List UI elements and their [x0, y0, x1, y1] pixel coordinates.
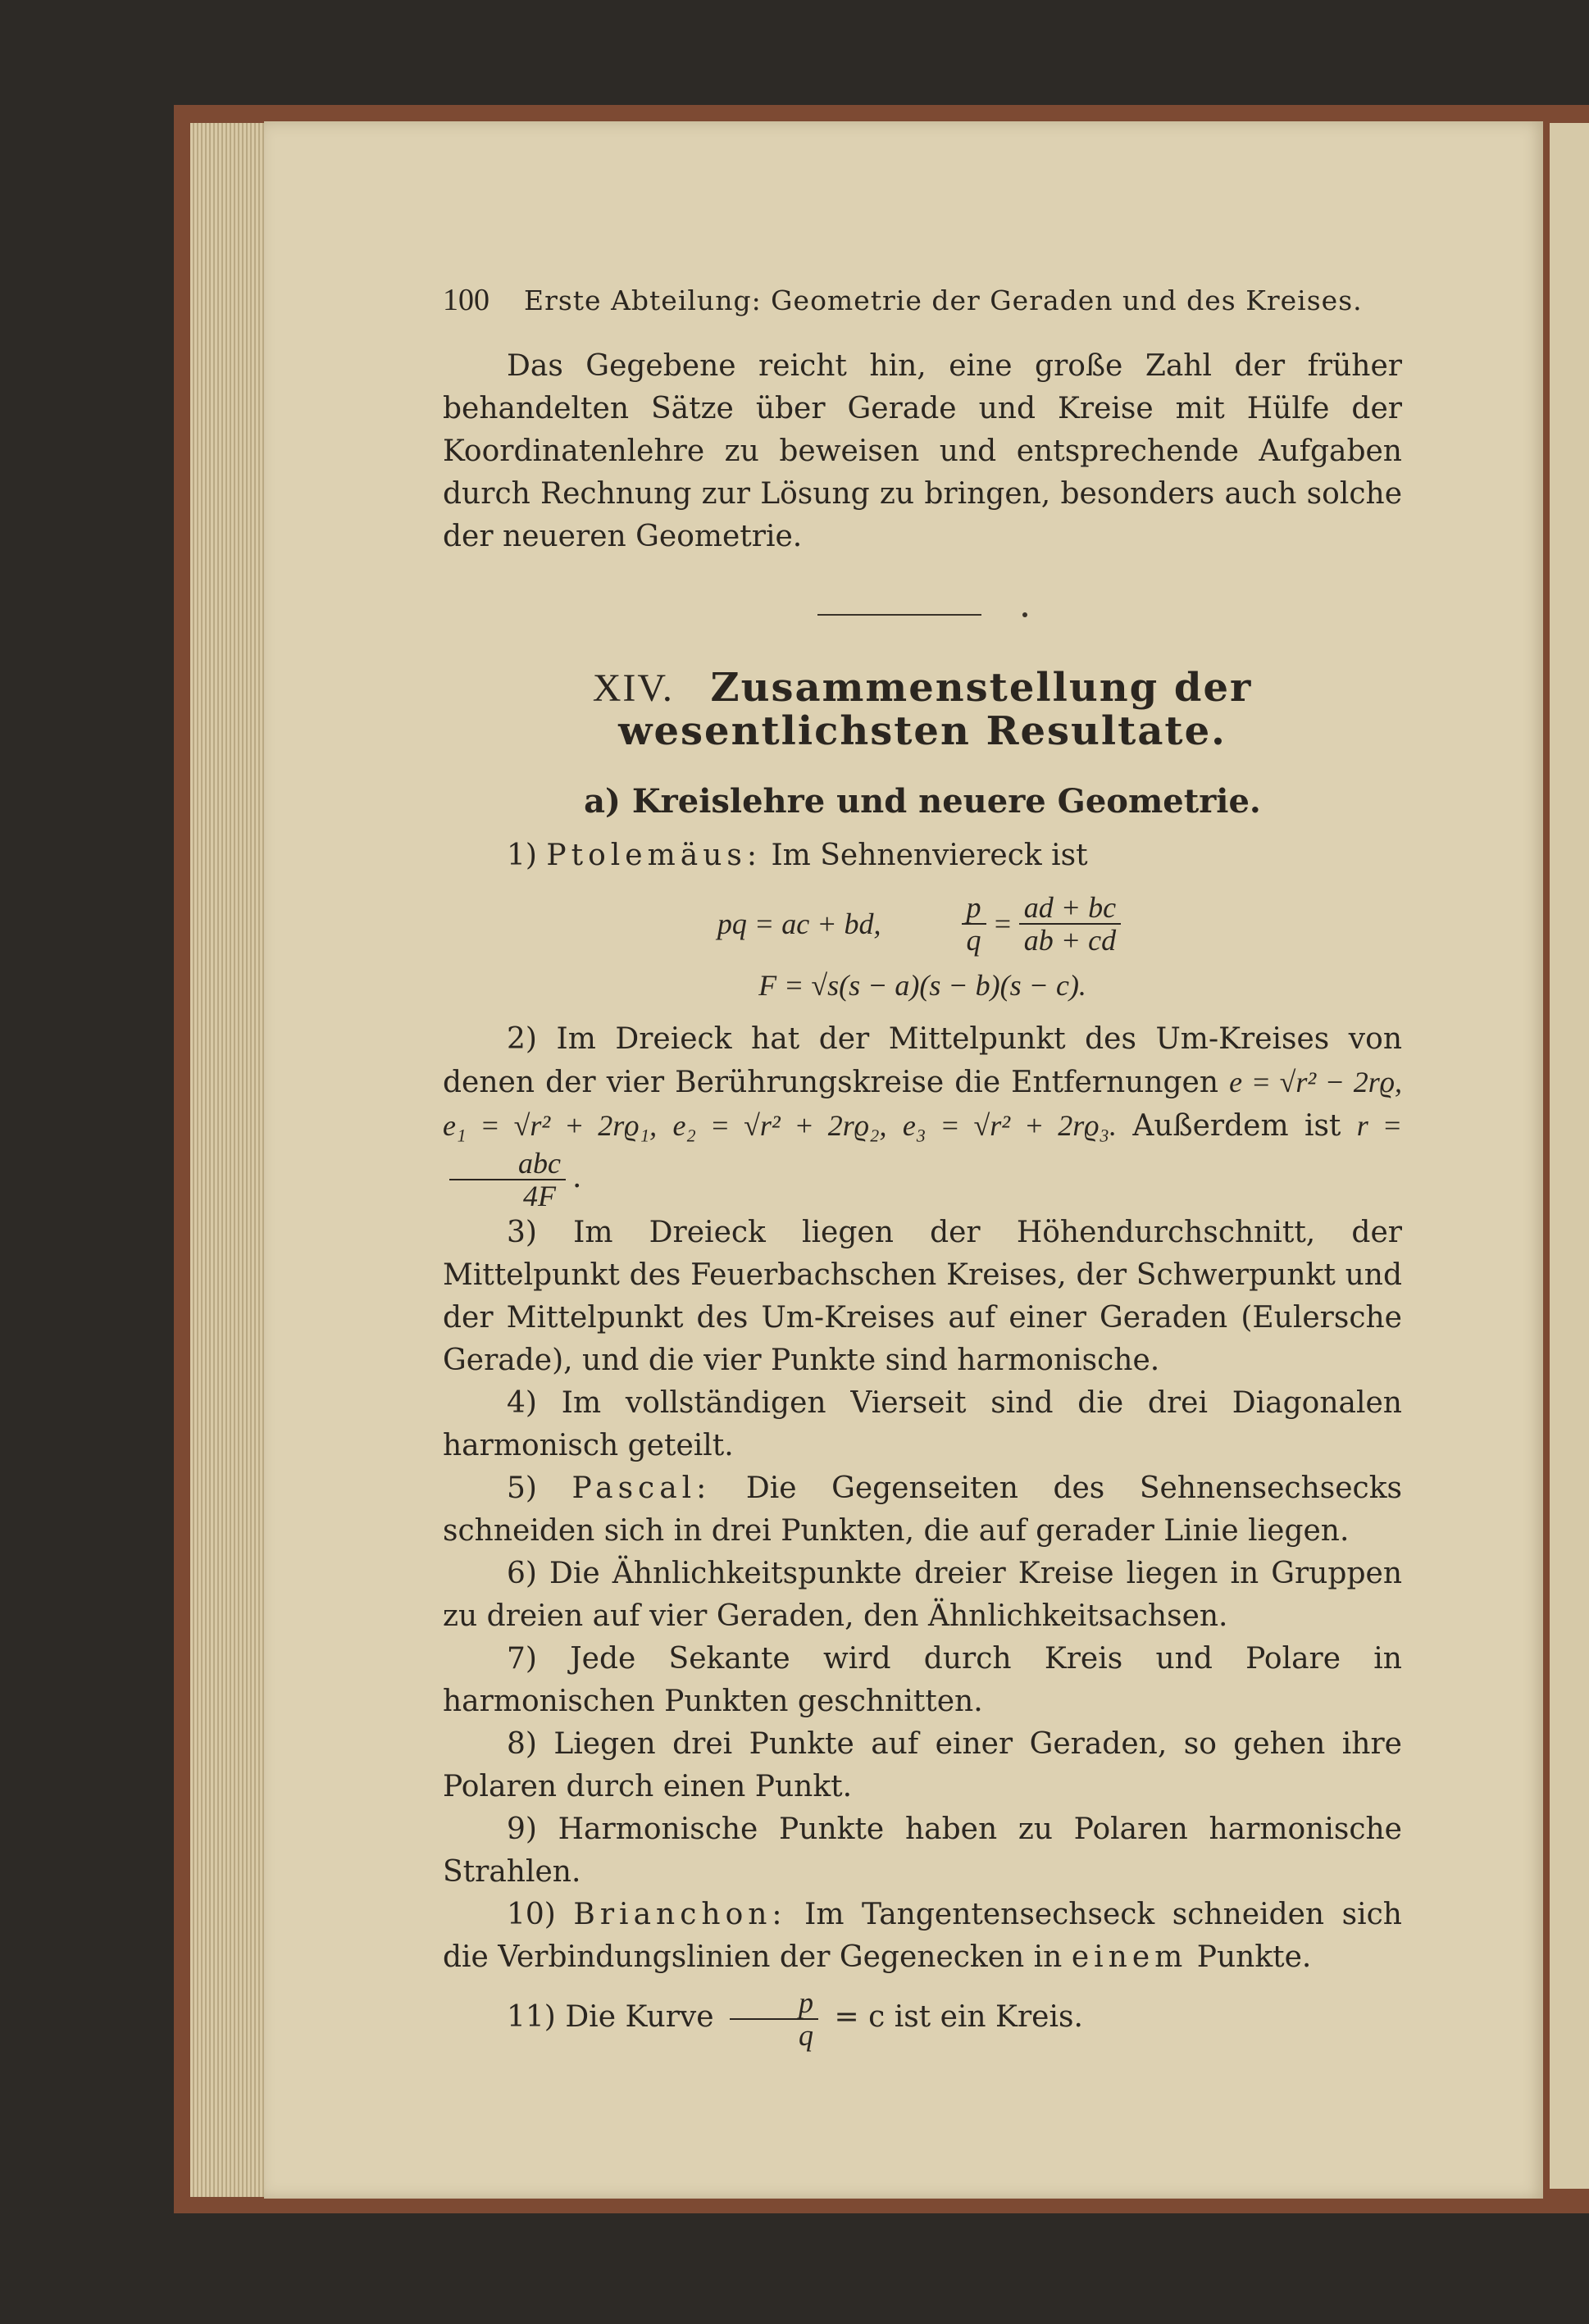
item-9 — [443, 1808, 1402, 1894]
intro-paragraph: Das Gegebene reicht hin, eine große Zahl der früher behandelten Sätze über Gerade und Kreise mit Hülfe der Koordinatenlehre zu beweisen und entsprechende Aufgaben durch Rechnung zur Lösung zu bringen, besonders auch solche der neueren Geometrie. — [443, 349, 1402, 553]
frac-den: ab + cd — [1023, 924, 1117, 957]
item-text: Harmonische Punkte haben zu Polaren harmonische Strahlen. — [443, 1812, 1402, 1889]
item-label: 9) — [507, 1812, 537, 1846]
divider-dot — [1022, 612, 1027, 617]
item-1 — [443, 835, 1402, 877]
item-label: 7) — [507, 1642, 537, 1676]
item-text: Die Ähnlichkeitspunkte dreier Kreise liegen in Gruppen zu dreien auf vier Geraden, den Ähnlichkeitsachsen. — [443, 1557, 1403, 1633]
formula-r-lhs: r = — [1356, 1109, 1402, 1142]
item-10 — [443, 1894, 1402, 1979]
item-4 — [443, 1382, 1402, 1467]
item-label: 8) — [507, 1727, 537, 1761]
formula-ptolemy — [443, 892, 1402, 956]
fraction-curve — [730, 1987, 818, 2051]
chapter-heading — [443, 666, 1402, 753]
chapter-number: XIV. — [592, 666, 674, 710]
formula-area — [443, 964, 1402, 1007]
item-emphasis: einem — [1071, 1940, 1188, 1974]
running-title: Erste Abteilung: Geometrie der Geraden und des Kreises. — [524, 284, 1363, 316]
item-label: 11) — [507, 2000, 556, 2034]
item-7 — [443, 1638, 1402, 1723]
facing-page-edge — [1550, 123, 1589, 2189]
item-2 — [443, 1018, 1402, 1212]
frac-num: abc — [449, 1148, 566, 1180]
item-label: 2) — [507, 1022, 537, 1056]
running-head — [443, 279, 1402, 322]
section-divider — [443, 594, 1402, 617]
item-name: Pascal: — [571, 1471, 712, 1505]
item-label: 3) — [507, 1216, 537, 1249]
equals-sign: = — [992, 907, 1013, 940]
item-end: . — [571, 1161, 582, 1194]
divider-rule — [817, 614, 981, 616]
item-name: Ptolemäus: — [546, 839, 762, 872]
item-8 — [443, 1723, 1402, 1808]
item-text: Im Sehnenviereck ist — [771, 839, 1088, 872]
item-label: 4) — [507, 1386, 537, 1420]
formula-e: e = √r² − 2rϱ, — [1229, 1066, 1402, 1098]
page-number: 100 — [443, 283, 489, 317]
frac-den: q — [966, 924, 981, 957]
section-heading: a) Kreislehre und neuere Geometrie. — [584, 782, 1261, 821]
item-text-2: Außerdem ist — [1132, 1109, 1341, 1143]
frac-den: 4F — [522, 1180, 556, 1212]
item-text: Die Kurve — [565, 2000, 714, 2034]
fraction-pq — [962, 892, 986, 956]
item-label: 5) — [507, 1471, 537, 1505]
formula-e1: e₁ = √r² + 2rϱ₁, — [443, 1109, 658, 1142]
formula-e3: e₃ = √r² + 2rϱ₃. — [902, 1109, 1117, 1142]
item-6 — [443, 1553, 1402, 1638]
chapter-title: Zusammenstellung der wesentlichsten Resultate. — [618, 665, 1253, 754]
item-text: Im Dreieck liegen der Höhendurchschnitt, der Mittelpunkt des Feuerbachschen Kreises, der Schwerpunkt und der Mittelpunkt des Um-Kreises auf einer Geraden (Eulersche Gerade), und die vier Punkte sind harmonische. — [443, 1216, 1402, 1377]
item-3 — [443, 1212, 1402, 1382]
fraction-ratio — [1019, 892, 1121, 956]
item-name: Brianchon: — [573, 1898, 787, 1931]
formula-e2: e₂ = √r² + 2rϱ₂, — [672, 1109, 887, 1142]
frac-num: p — [962, 892, 986, 925]
item-text-end: Punkte. — [1196, 1940, 1312, 1974]
item-text: Im Tangentensechseck schneiden sich die Verbindungslinien der Gegenecken in — [443, 1898, 1402, 1974]
fraction-r — [449, 1148, 566, 1212]
formula-heron: F = √s(s − a)(s − b)(s − c). — [758, 969, 1086, 1002]
item-text: Im vollständigen Vierseit sind die drei Diagonalen harmonisch geteilt. — [443, 1386, 1402, 1462]
item-label: 10) — [507, 1898, 556, 1931]
item-label: 6) — [507, 1557, 537, 1590]
page-content — [443, 279, 1402, 2051]
frac-num: ad + bc — [1019, 892, 1121, 925]
item-text: Die Gegenseiten des Sehnensechsecks schneiden sich in drei Punkten, die auf gerader Linie liegen. — [443, 1471, 1403, 1548]
formula-pq: pq = ac + bd, — [717, 907, 881, 940]
item-text: Liegen drei Punkte auf einer Geraden, so gehen ihre Polaren durch einen Punkt. — [443, 1727, 1402, 1803]
item-text-rest: = c ist ein Kreis. — [834, 2000, 1083, 2034]
frac-den: q — [799, 2019, 814, 2052]
item-label: 1) — [507, 839, 537, 872]
item-11 — [443, 1987, 1402, 2051]
frac-num: p — [730, 1987, 818, 2020]
item-text: Im Dreieck hat der Mittelpunkt des Um-Kreises von denen der vier Berührungskreise die Entfernungen — [443, 1022, 1402, 1099]
item-5 — [443, 1467, 1402, 1553]
item-text: Jede Sekante wird durch Kreis und Polare in harmonischen Punkten geschnitten. — [443, 1642, 1402, 1718]
